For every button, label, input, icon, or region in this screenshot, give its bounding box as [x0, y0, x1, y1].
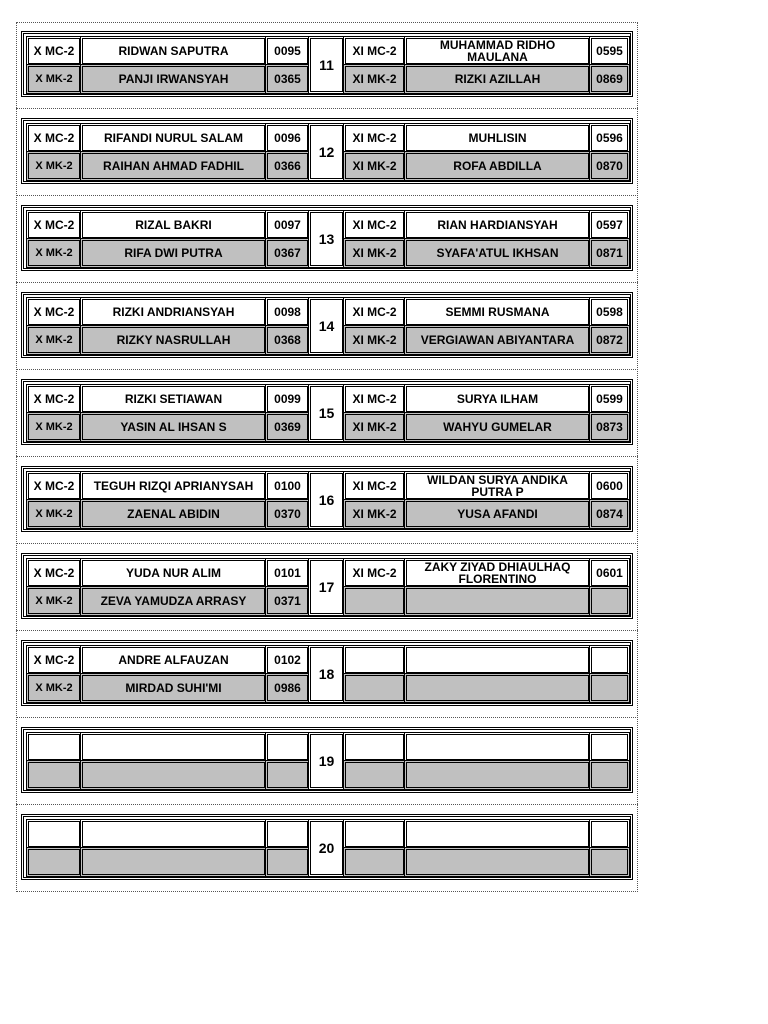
left-top-nis: 0096	[265, 123, 310, 153]
right-top-name: SURYA ILHAM	[404, 384, 591, 414]
right-top-class: XI MC-2	[343, 558, 406, 588]
right-top-name: MUHAMMAD RIDHO MAULANA	[404, 36, 591, 66]
seat-number: 12	[308, 123, 345, 181]
right-bottom-class	[343, 673, 406, 703]
seat-separator	[16, 630, 638, 631]
right-bottom-nis	[589, 586, 630, 616]
right-top-nis: 0599	[589, 384, 630, 414]
left-top-name	[80, 732, 267, 762]
left-bottom-nis: 0366	[265, 151, 310, 181]
left-top-name: RIFANDI NURUL SALAM	[80, 123, 267, 153]
left-bottom-class: X MK-2	[26, 412, 82, 442]
left-top-class	[26, 732, 82, 762]
left-bottom-nis	[265, 760, 310, 790]
left-bottom-nis: 0365	[265, 64, 310, 94]
left-bottom-name: RAIHAN AHMAD FADHIL	[80, 151, 267, 181]
seat-number: 15	[308, 384, 345, 442]
left-top-class: X MC-2	[26, 123, 82, 153]
right-bottom-class	[343, 760, 406, 790]
right-top-name	[404, 732, 591, 762]
left-top-name: YUDA NUR ALIM	[80, 558, 267, 588]
right-bottom-nis: 0874	[589, 499, 630, 529]
right-bottom-name: ROFA ABDILLA	[404, 151, 591, 181]
right-top-name: MUHLISIN	[404, 123, 591, 153]
left-bottom-class: X MK-2	[26, 499, 82, 529]
seat-card	[21, 118, 633, 184]
left-top-name: RIZAL BAKRI	[80, 210, 267, 240]
right-bottom-name	[404, 847, 591, 877]
seat-separator	[16, 108, 638, 109]
left-top-nis: 0099	[265, 384, 310, 414]
seat-separator	[16, 717, 638, 718]
left-bottom-name: RIZKY NASRULLAH	[80, 325, 267, 355]
right-top-name	[404, 819, 591, 849]
left-bottom-name	[80, 847, 267, 877]
left-bottom-name: RIFA DWI PUTRA	[80, 238, 267, 268]
right-top-name: SEMMI RUSMANA	[404, 297, 591, 327]
left-bottom-nis: 0371	[265, 586, 310, 616]
seat-separator	[16, 804, 638, 805]
left-top-nis: 0100	[265, 471, 310, 501]
right-top-nis: 0600	[589, 471, 630, 501]
right-top-nis: 0597	[589, 210, 630, 240]
right-bottom-nis	[589, 760, 630, 790]
right-bottom-nis: 0871	[589, 238, 630, 268]
left-bottom-class: X MK-2	[26, 673, 82, 703]
right-top-name: RIAN HARDIANSYAH	[404, 210, 591, 240]
right-bottom-name: VERGIAWAN ABIYANTARA	[404, 325, 591, 355]
right-top-class	[343, 645, 406, 675]
right-top-name: WILDAN SURYA ANDIKA PUTRA P	[404, 471, 591, 501]
left-top-class: X MC-2	[26, 36, 82, 66]
right-top-name: ZAKY ZIYAD DHIAULHAQ FLORENTINO	[404, 558, 591, 588]
left-bottom-class: X MK-2	[26, 238, 82, 268]
left-bottom-class: X MK-2	[26, 586, 82, 616]
right-bottom-name	[404, 673, 591, 703]
seat-card	[21, 727, 633, 793]
seat-separator	[16, 195, 638, 196]
right-bottom-name: YUSA AFANDI	[404, 499, 591, 529]
seat-card	[21, 379, 633, 445]
seat-separator	[16, 282, 638, 283]
left-top-name: RIZKI SETIAWAN	[80, 384, 267, 414]
right-top-class: XI MC-2	[343, 123, 406, 153]
seat-card	[21, 640, 633, 706]
seat-number: 16	[308, 471, 345, 529]
right-bottom-class	[343, 586, 406, 616]
right-bottom-class: XI MK-2	[343, 325, 406, 355]
left-bottom-name: ZAENAL ABIDIN	[80, 499, 267, 529]
left-bottom-nis: 0367	[265, 238, 310, 268]
left-top-nis	[265, 732, 310, 762]
right-top-class	[343, 732, 406, 762]
left-bottom-class: X MK-2	[26, 64, 82, 94]
left-bottom-class: X MK-2	[26, 151, 82, 181]
right-top-nis: 0598	[589, 297, 630, 327]
left-top-name: ANDRE ALFAUZAN	[80, 645, 267, 675]
seat-card	[21, 205, 633, 271]
right-top-class: XI MC-2	[343, 297, 406, 327]
left-top-nis: 0097	[265, 210, 310, 240]
right-bottom-class: XI MK-2	[343, 64, 406, 94]
seat-separator	[16, 543, 638, 544]
seat-number: 19	[308, 732, 345, 790]
left-bottom-nis: 0369	[265, 412, 310, 442]
right-bottom-nis	[589, 673, 630, 703]
left-bottom-name	[80, 760, 267, 790]
seat-card	[21, 292, 633, 358]
left-bottom-name: PANJI IRWANSYAH	[80, 64, 267, 94]
right-top-class	[343, 819, 406, 849]
seat-separator	[16, 369, 638, 370]
right-top-name	[404, 645, 591, 675]
left-top-class: X MC-2	[26, 297, 82, 327]
right-bottom-name: RIZKI AZILLAH	[404, 64, 591, 94]
seat-card	[21, 466, 633, 532]
left-top-class: X MC-2	[26, 471, 82, 501]
left-top-class: X MC-2	[26, 210, 82, 240]
right-bottom-class: XI MK-2	[343, 412, 406, 442]
left-bottom-nis: 0368	[265, 325, 310, 355]
right-bottom-class	[343, 847, 406, 877]
seat-number: 14	[308, 297, 345, 355]
right-top-class: XI MC-2	[343, 36, 406, 66]
left-top-class: X MC-2	[26, 558, 82, 588]
right-bottom-nis: 0869	[589, 64, 630, 94]
right-bottom-nis	[589, 847, 630, 877]
right-top-class: XI MC-2	[343, 210, 406, 240]
left-top-nis: 0102	[265, 645, 310, 675]
left-bottom-name: ZEVA YAMUDZA ARRASY	[80, 586, 267, 616]
left-bottom-nis: 0370	[265, 499, 310, 529]
left-top-class: X MC-2	[26, 384, 82, 414]
right-bottom-class: XI MK-2	[343, 151, 406, 181]
left-top-name	[80, 819, 267, 849]
right-bottom-name	[404, 586, 591, 616]
seat-number: 17	[308, 558, 345, 616]
right-top-nis	[589, 645, 630, 675]
left-top-nis: 0095	[265, 36, 310, 66]
seat-card	[21, 31, 633, 97]
left-top-name: RIDWAN SAPUTRA	[80, 36, 267, 66]
right-bottom-name: SYAFA'ATUL IKHSAN	[404, 238, 591, 268]
right-top-nis	[589, 819, 630, 849]
left-bottom-nis	[265, 847, 310, 877]
right-bottom-nis: 0873	[589, 412, 630, 442]
right-bottom-nis: 0872	[589, 325, 630, 355]
right-top-class: XI MC-2	[343, 471, 406, 501]
left-top-nis	[265, 819, 310, 849]
right-top-nis: 0596	[589, 123, 630, 153]
right-top-class: XI MC-2	[343, 384, 406, 414]
right-bottom-class: XI MK-2	[343, 499, 406, 529]
left-bottom-nis: 0986	[265, 673, 310, 703]
left-bottom-name: MIRDAD SUHI'MI	[80, 673, 267, 703]
right-top-nis: 0601	[589, 558, 630, 588]
right-bottom-name	[404, 760, 591, 790]
right-bottom-name: WAHYU GUMELAR	[404, 412, 591, 442]
seat-separator	[16, 456, 638, 457]
right-top-nis: 0595	[589, 36, 630, 66]
left-top-name: RIZKI ANDRIANSYAH	[80, 297, 267, 327]
right-bottom-class: XI MK-2	[343, 238, 406, 268]
right-bottom-nis: 0870	[589, 151, 630, 181]
left-top-class: X MC-2	[26, 645, 82, 675]
left-top-nis: 0098	[265, 297, 310, 327]
right-top-nis	[589, 732, 630, 762]
left-bottom-class	[26, 760, 82, 790]
seat-card	[21, 814, 633, 880]
seat-number: 18	[308, 645, 345, 703]
left-top-nis: 0101	[265, 558, 310, 588]
seat-number: 20	[308, 819, 345, 877]
left-bottom-name: YASIN AL IHSAN S	[80, 412, 267, 442]
seat-card	[21, 553, 633, 619]
left-bottom-class: X MK-2	[26, 325, 82, 355]
left-bottom-class	[26, 847, 82, 877]
seat-number: 13	[308, 210, 345, 268]
seat-number: 11	[308, 36, 345, 94]
left-top-class	[26, 819, 82, 849]
left-top-name: TEGUH RIZQI APRIANYSAH	[80, 471, 267, 501]
